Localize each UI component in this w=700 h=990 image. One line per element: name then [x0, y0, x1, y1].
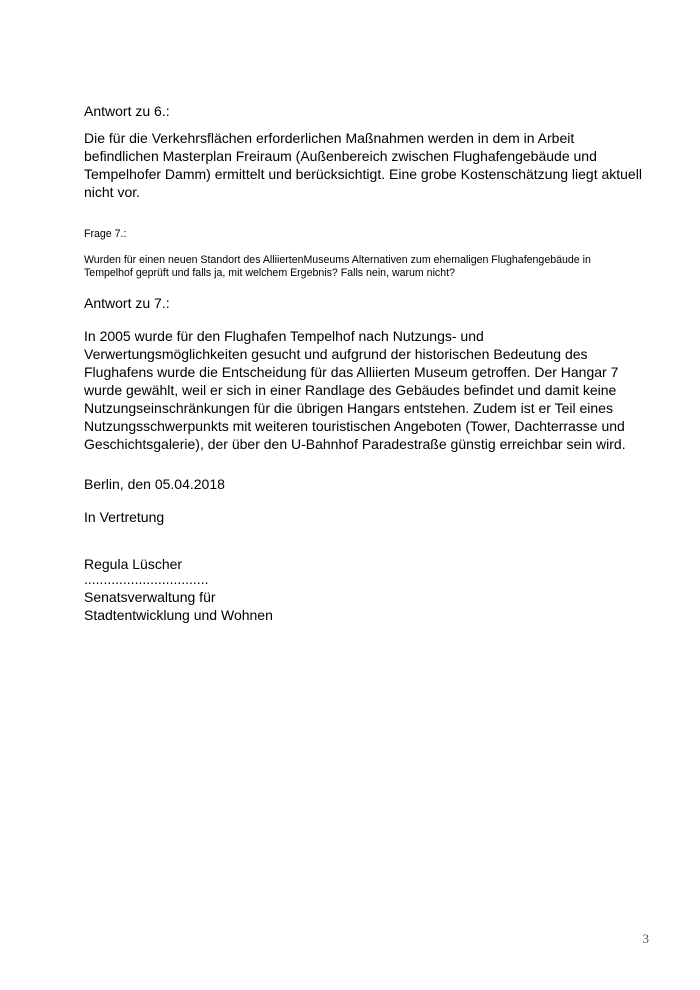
answer-7-heading: Antwort zu 7.: — [84, 295, 170, 311]
department-line: Stadtentwicklung und Wohnen — [84, 607, 273, 623]
department-line: Senatsverwaltung für — [84, 589, 216, 605]
place-date: Berlin, den 05.04.2018 — [84, 476, 225, 492]
answer-7-paragraph — [84, 327, 626, 453]
answer-6-line: nicht vor. — [84, 184, 141, 200]
answer-7-line: Nutzungsschwerpunkts mit weiteren touristischen Angeboten (Tower, Dachterrasse und — [84, 418, 625, 434]
question-7-line: Wurden für einen neuen Standort des AlliiertenMuseums Alternativen zum ehemaligen Flughafengebäude in — [84, 254, 591, 266]
question-7-heading: Frage 7.: — [84, 228, 127, 240]
answer-7-line: wurde gewählt, weil er sich in einer Randlage des Gebäudes befindet und damit keine — [84, 382, 617, 398]
answer-7-line: In 2005 wurde für den Flughafen Tempelhof nach Nutzungs- und — [84, 328, 484, 344]
answer-6-line: befindlichen Masterplan Freiraum (Außenbereich zwischen Flughafengebäude und — [84, 148, 597, 164]
question-7-text — [84, 254, 591, 280]
answer-6-heading: Antwort zu 6.: — [84, 103, 170, 119]
answer-7-line: Geschichtsgalerie), der über den U-Bahnhof Paradestraße günstig erreichbar sein wird. — [84, 436, 626, 452]
answer-7-line: Verwertungsmöglichkeiten gesucht und aufgrund der historischen Bedeutung des — [84, 346, 588, 362]
signatory-name: Regula Lüscher — [84, 556, 183, 572]
representation-note: In Vertretung — [84, 509, 165, 525]
answer-7-line: Flughafens wurde die Entscheidung für das Alliierten Museum getroffen. Der Hangar 7 — [84, 364, 619, 380]
answer-6-line: Die für die Verkehrsflächen erforderlichen Maßnahmen werden in dem in Arbeit — [84, 130, 575, 146]
department-name — [84, 588, 273, 624]
answer-7-line: Nutzungseinschränkungen für die übrigen Hangars entstehen. Zudem ist er Teil eines — [84, 400, 613, 416]
signature-line: ................................ — [84, 571, 209, 587]
page-number: 3 — [642, 931, 649, 946]
question-7-line: Tempelhof geprüft und falls ja, mit welchem Ergebnis? Falls nein, warum nicht? — [84, 267, 455, 279]
answer-6-paragraph — [84, 129, 642, 201]
answer-6-line: Tempelhofer Damm) ermittelt und berücksichtigt. Eine grobe Kostenschätzung liegt aktuell — [84, 166, 642, 182]
